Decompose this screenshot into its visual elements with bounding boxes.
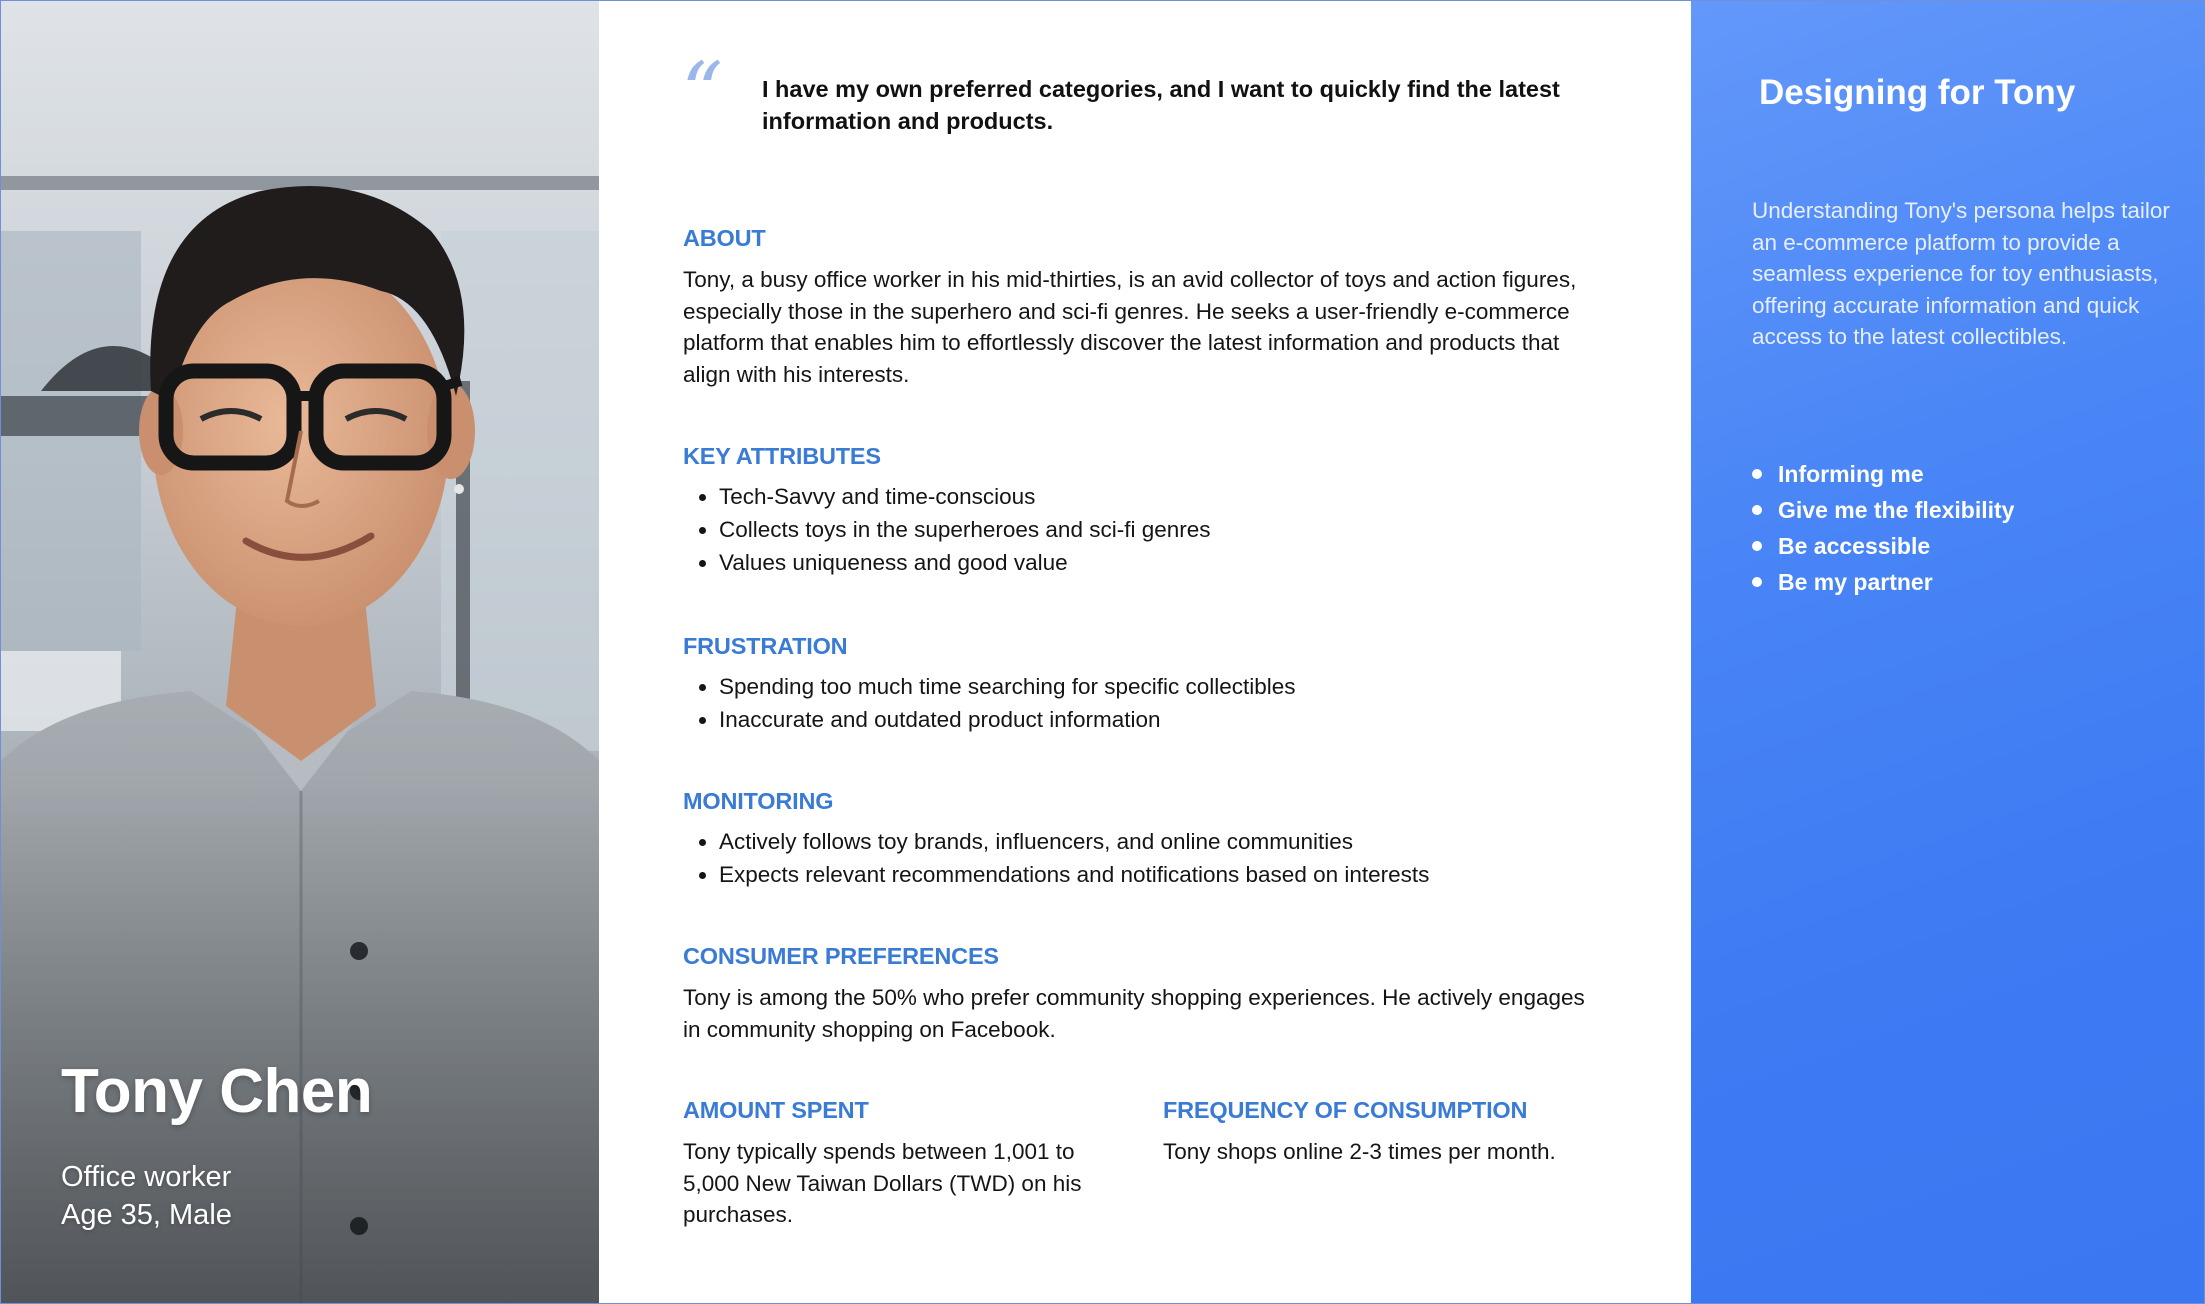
section-key-attributes [683,443,1603,579]
list-item: • Tech-Savvy and time-conscious [719,480,1603,513]
design-principles-list [1752,456,2014,600]
attribute-list [683,480,1603,579]
section-amount-spent [683,1097,1123,1231]
principle-item: Be accessible [1766,528,2014,564]
principle-item: Informing me [1766,456,2014,492]
persona-photo-panel [1,1,599,1303]
section-about [683,225,1603,390]
persona-quote: I have my own preferred categories, and I want to quickly find the latest information and products. [762,76,1560,134]
section-heading: KEY ATTRIBUTES [683,443,881,469]
list-item: • Spending too much time searching for specific collectibles [719,670,1603,703]
section-heading: MONITORING [683,788,834,814]
designing-title: Designing for Tony [1759,73,2076,112]
section-heading: AMOUNT SPENT [683,1097,869,1123]
designing-panel [1691,1,2204,1303]
section-text: Tony typically spends between 1,001 to 5,000 New Taiwan Dollars (TWD) on his purchases. [683,1139,1082,1227]
list-item: • Expects relevant recommendations and notifications based on interests [719,858,1603,891]
section-text: Tony is among the 50% who prefer community shopping experiences. He actively engages in community shopping on Facebook. [683,985,1585,1042]
section-text: Tony, a busy office worker in his mid-thirties, is an avid collector of toys and action figures, especially those in the superhero and sci-fi genres. He seeks a user-friendly e-commerce platform that enables him to effortlessly discover the latest information and products that align with his interests. [683,267,1577,387]
list-item: • Values uniqueness and good value [719,546,1603,579]
section-frequency [1163,1097,1603,1168]
persona-name: Tony Chen [61,1057,373,1126]
persona-role: Office worker [61,1161,232,1193]
quotation-mark-icon: “ [681,46,723,141]
persona-age-gender: Age 35, Male [61,1199,232,1231]
list-item: • Actively follows toy brands, influencers, and online communities [719,825,1603,858]
principle-item: Be my partner [1766,564,2014,600]
section-heading: FRUSTRATION [683,633,848,659]
section-text: Tony shops online 2-3 times per month. [1163,1139,1556,1164]
principle-item: Give me the flexibility [1766,492,2014,528]
section-consumer-preferences [683,943,1603,1045]
section-frustration [683,633,1603,736]
section-heading: ABOUT [683,225,766,251]
monitoring-list [683,825,1603,891]
list-item: • Inaccurate and outdated product information [719,703,1603,736]
persona-details [599,1,1691,1303]
frustration-list [683,670,1603,736]
section-heading: FREQUENCY OF CONSUMPTION [1163,1097,1528,1123]
list-item: • Collects toys in the superheroes and sci-fi genres [719,513,1603,546]
section-heading: CONSUMER PREFERENCES [683,943,999,969]
section-monitoring [683,788,1603,891]
designing-description: Understanding Tony's persona helps tailor an e-commerce platform to provide a seamless experience for toy enthusiasts, offering accurate information and quick access to the latest collectibles. [1752,198,2170,349]
